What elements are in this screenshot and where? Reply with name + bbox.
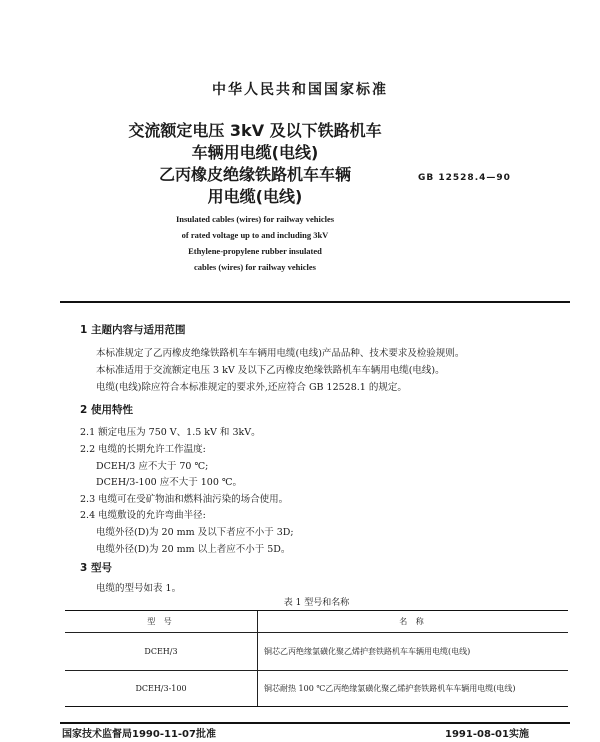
clause-2-4-item-2: 电缆外径(D)为 20 mm 以上者应不小于 5D。 — [96, 544, 291, 555]
header-name: 名 称 — [258, 611, 569, 633]
section-1-paragraph-3: 电缆(电线)除应符合本标准规定的要求外,还应符合 GB 12528.1 的规定。 — [96, 382, 407, 393]
english-title-line-1: Insulated cables (wires) for railway vehicles — [175, 214, 335, 224]
model-table — [65, 610, 568, 707]
clause-2-4-item-1: 电缆外径(D)为 20 mm 及以下者应不小于 3D; — [96, 527, 294, 538]
clause-2-4: 2.4 电缆敷设的允许弯曲半径: — [80, 510, 206, 521]
table-1-caption: 表 1 型号和名称 — [283, 598, 350, 608]
title-line-4: 用电缆(电线) — [207, 187, 303, 206]
title-line-3: 乙丙橡皮绝缘铁路机车车辆 — [158, 165, 351, 184]
section-1-paragraph-1: 本标准规定了乙丙橡皮绝缘铁路机车车辆用电缆(电线)产品品种、技术要求及检验规则。 — [96, 348, 465, 359]
clause-2-2: 2.2 电缆的长期允许工作温度: — [80, 444, 206, 455]
clause-2-1: 2.1 额定电压为 750 V、1.5 kV 和 3kV。 — [80, 427, 261, 438]
section-1-heading: 1 主题内容与适用范围 — [80, 324, 186, 336]
row-1-name: 铜芯乙丙绝缘氯磺化聚乙烯护套铁路机车车辆用电缆(电线) — [258, 633, 569, 671]
row-2-name: 铜芯耐热 100 ℃乙丙绝缘氯磺化聚乙烯护套铁路机车车辆用电缆(电线) — [258, 671, 569, 707]
row-2-model: DCEH/3-100 — [65, 671, 258, 707]
section-3-intro: 电缆的型号如表 1。 — [96, 583, 182, 594]
header-model: 型 号 — [65, 611, 258, 633]
clause-2-2-item-1: DCEH/3 应不大于 70 ℃; — [96, 461, 209, 472]
english-title-line-3: Ethylene-propylene rubber insulated — [188, 246, 322, 256]
standard-code: GB 12528.4—90 — [418, 173, 511, 183]
section-2-heading: 2 使用特性 — [80, 404, 133, 416]
table-row — [65, 633, 568, 671]
title-line-1: 交流额定电压 3kV 及以下铁路机车 — [128, 121, 382, 140]
english-title-line-4: cables (wires) for railway vehicles — [194, 262, 316, 272]
approval-statement: 国家技术监督局1990-11-07批准 — [62, 729, 216, 740]
english-title-line-2: of rated voltage up to and including 3kV — [181, 230, 329, 240]
header-rule — [60, 301, 570, 303]
section-3-heading: 3 型号 — [80, 562, 112, 574]
footer-rule — [60, 722, 570, 724]
table-row — [65, 671, 568, 707]
clause-2-3: 2.3 电缆可在受矿物油和燃料油污染的场合使用。 — [80, 494, 289, 505]
implementation-date: 1991-08-01实施 — [445, 729, 529, 740]
clause-2-2-item-2: DCEH/3-100 应不大于 100 ℃。 — [96, 477, 243, 488]
national-standard-label: 中华人民共和国国家标准 — [212, 82, 388, 98]
section-1-paragraph-2: 本标准适用于交流额定电压 3 kV 及以下乙丙橡皮绝缘铁路机车车辆用电缆(电线)。 — [96, 365, 445, 376]
row-1-model: DCEH/3 — [65, 633, 258, 671]
table-header-row — [65, 611, 568, 633]
title-line-2: 车辆用电缆(电线) — [191, 143, 319, 162]
